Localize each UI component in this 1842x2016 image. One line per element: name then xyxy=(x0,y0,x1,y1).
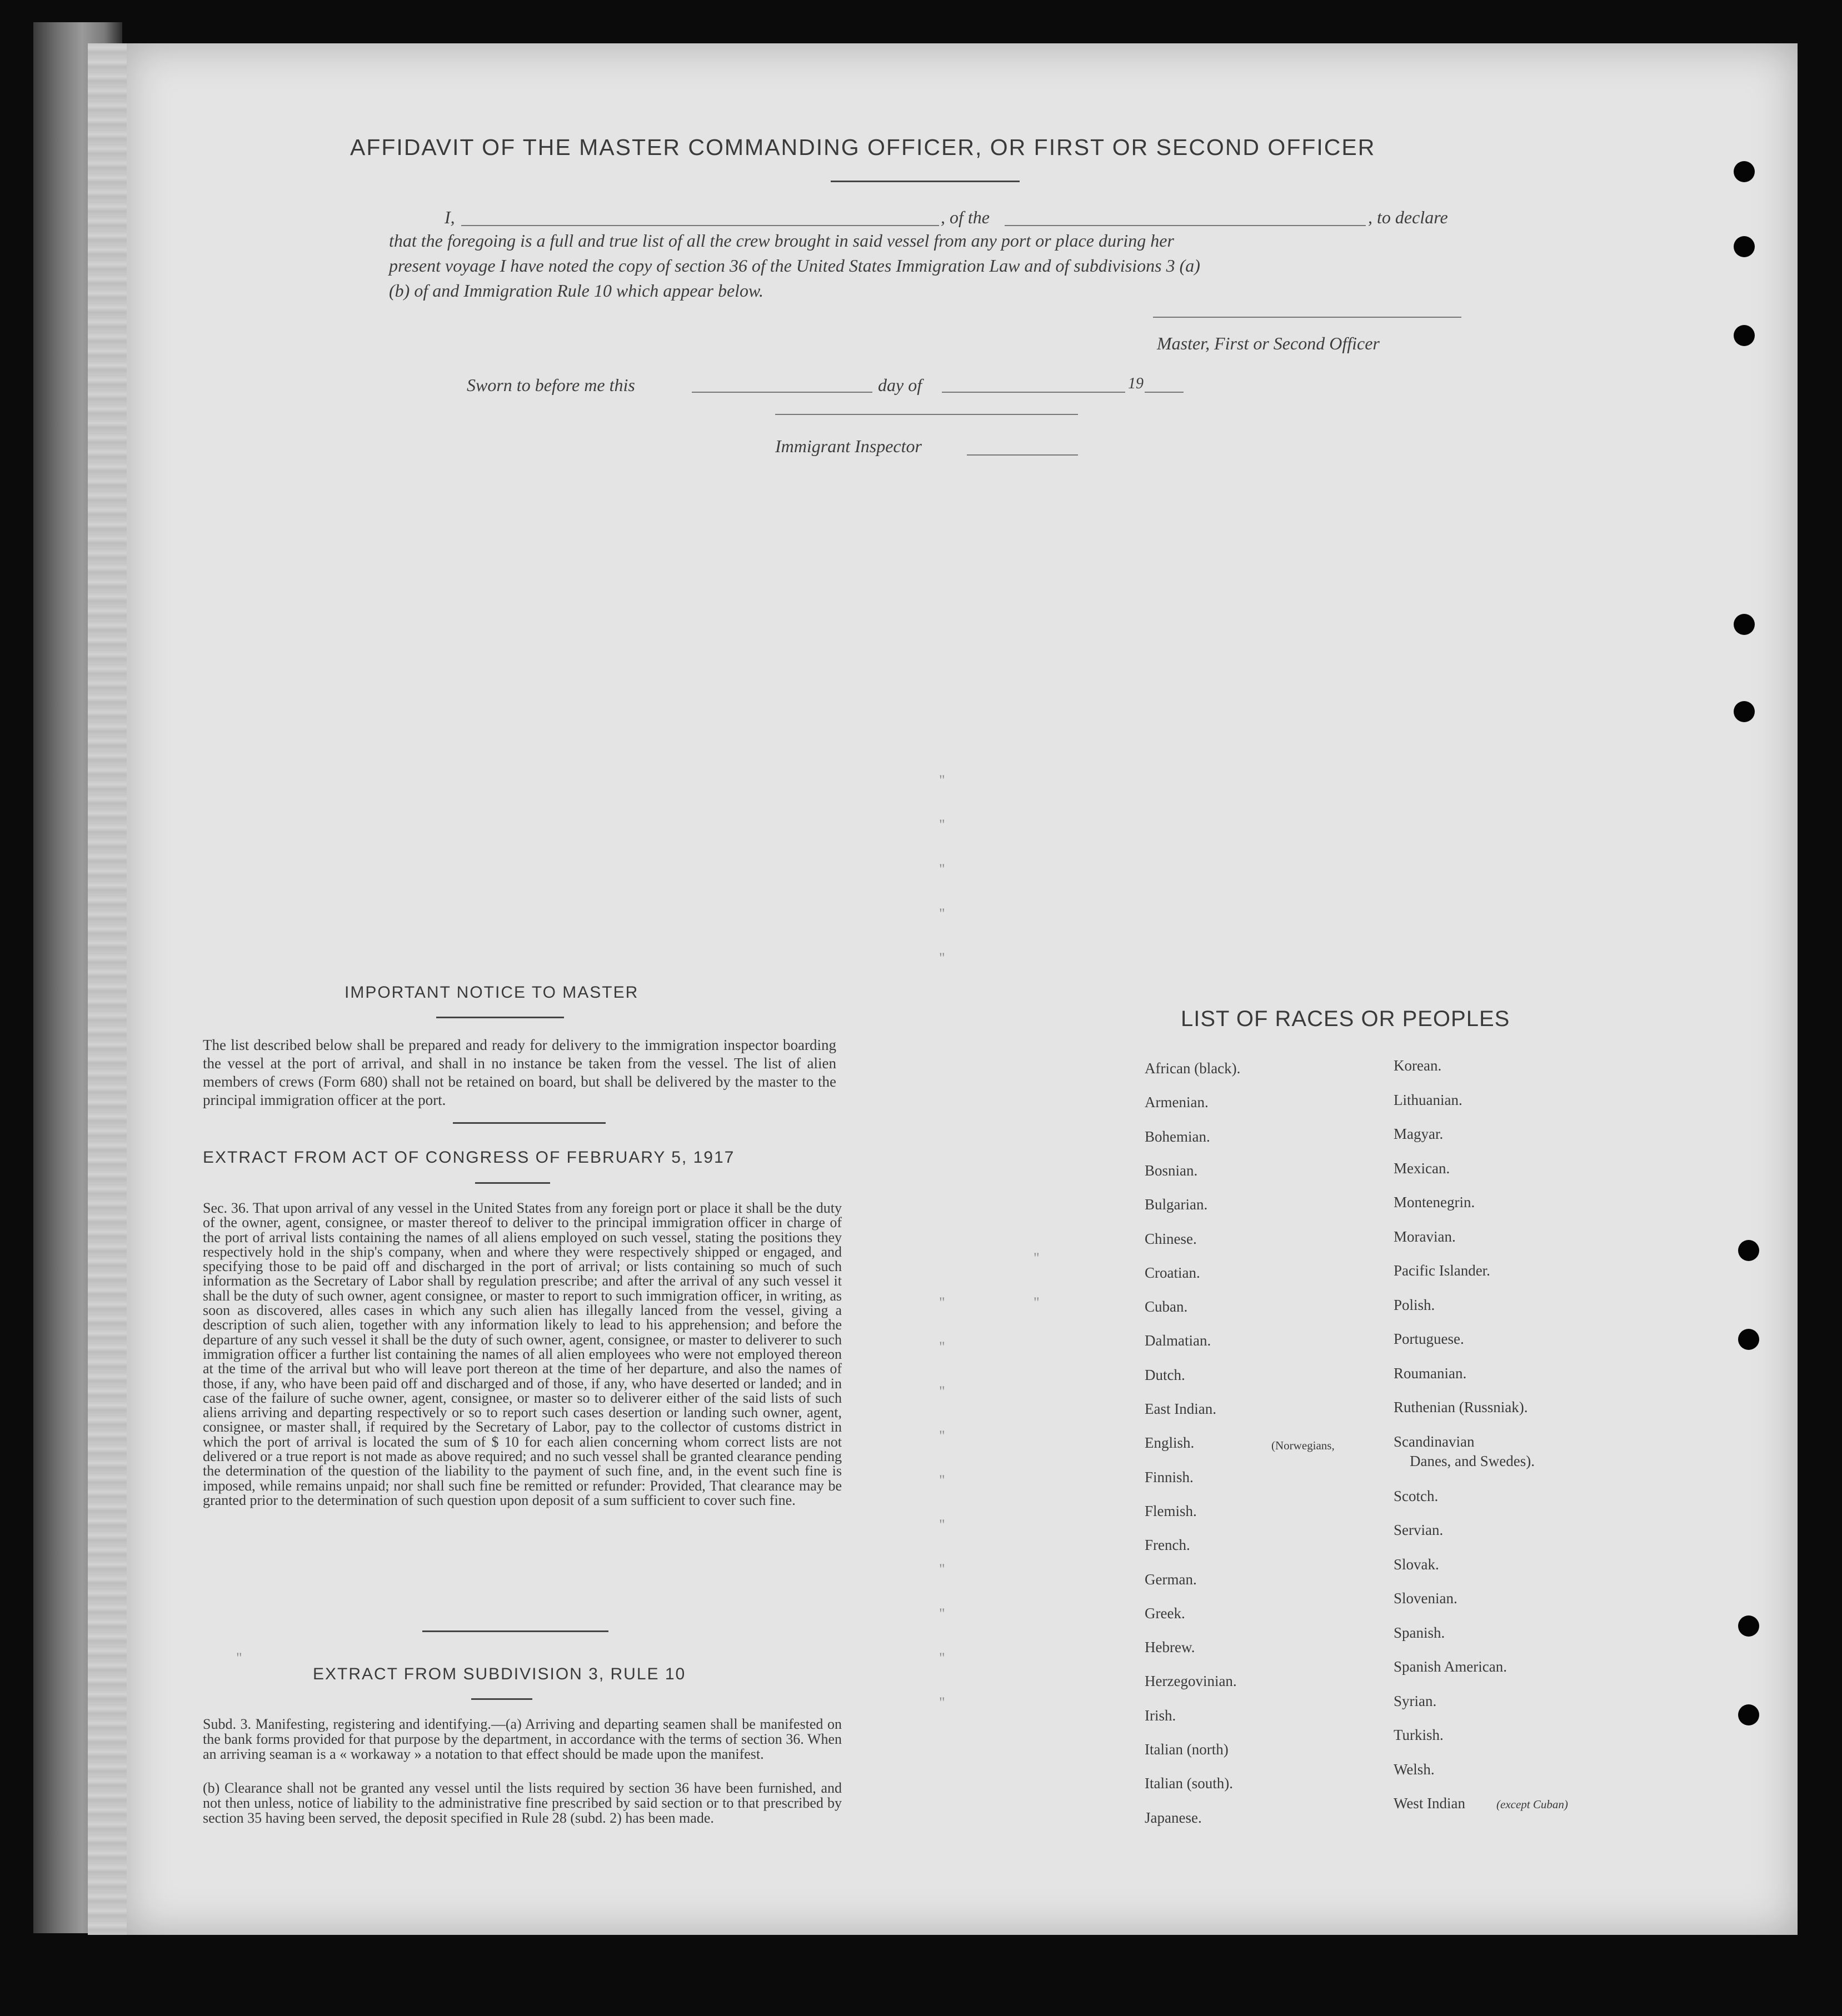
notice-title: IMPORTANT NOTICE TO MASTER xyxy=(345,983,639,1002)
race-item: Pacific Islander. xyxy=(1394,1262,1490,1279)
race-item: Croatian. xyxy=(1145,1264,1200,1281)
race-item: Korean. xyxy=(1394,1057,1442,1074)
race-item: Montenegrin. xyxy=(1394,1194,1475,1210)
affidavit-line-3: present voyage I have noted the copy of section 36 of the United States Immigration Law and of subdivisions 3 (a) xyxy=(389,256,1200,276)
affidavit-line-2: that the foregoing is a full and true list of all the crew brought in said vessel from any port or place during her xyxy=(389,231,1174,251)
race-item: Finnish. xyxy=(1145,1468,1194,1485)
ditto-mark: " xyxy=(939,1428,945,1444)
race-item: Roumanian. xyxy=(1394,1364,1467,1382)
race-item: Bulgarian. xyxy=(1145,1196,1208,1213)
ditto-mark: " xyxy=(939,861,945,877)
sworn-month-blank[interactable] xyxy=(942,392,1125,393)
ditto-mark: " xyxy=(939,950,945,966)
vessel-blank-line[interactable] xyxy=(1005,225,1366,226)
race-item: Greek. xyxy=(1145,1604,1185,1622)
race-item: Moravian. xyxy=(1394,1228,1456,1245)
race-item: French. xyxy=(1145,1537,1190,1554)
punch-hole xyxy=(1734,325,1755,346)
races-title: LIST OF RACES OR PEOPLES xyxy=(1181,1007,1510,1031)
punch-hole xyxy=(1734,161,1755,182)
punch-hole xyxy=(1734,614,1755,635)
race-item: Slovenian. xyxy=(1394,1590,1457,1607)
name-blank-line[interactable] xyxy=(461,225,939,226)
ditto-mark: " xyxy=(939,817,945,833)
punch-hole xyxy=(1738,1240,1759,1261)
affidavit-declare-label: , to declare xyxy=(1368,207,1448,227)
sworn-year-blank[interactable] xyxy=(1145,392,1184,393)
year-label: 19 xyxy=(1128,375,1144,392)
ditto-mark: " xyxy=(939,906,945,922)
ditto-mark: " xyxy=(939,1383,945,1399)
race-item: African (black). xyxy=(1145,1060,1241,1077)
race-item: Flemish. xyxy=(1145,1502,1197,1519)
punch-hole xyxy=(1734,236,1755,257)
ditto-mark: " xyxy=(939,1517,945,1533)
act-extract-body: Sec. 36. That upon arrival of any vessel in the United States from any foreign port or place it shall be the duty of the owner, agent, consignee, or master thereof to deliver to the principal immigration officer in charge of the port of arrival lists containing the names of all aliens employed on such vessel, stating the positions they respectively hold in the ship's company, when and where they were respectively shipped or engaged, and specifying those to be paid off and discharged in the port of arrival; or lists containing so much of such information as the Secretary of Labor shall by regulation prescribe; and after the arrival of any such vessel it shall be the duty of such owner, agent consignee, or master to report to such immigration officer, in writing, as soon as discovered, alles cases in which any such alien has illegally lanced from the vessel, giving a description of such alien, together with any information likely to lead to his apprehension; and before the departure of any such vessel it shall be the duty of such owner, agent, consignee, or master to deliverer to such immigration officer a further list containing the names of all alien employees who were not employed thereon at the time of the arrival but who will leave port thereon at the time of her departure, and also the names of those, if any, who have been paid off and discharged and of those, if any, who have deserted or landed; and in case of the failure of suche owner, agent, consignee, or master so to deliverer either of the said lists of such aliens arriving and departing respectively or so to report such cases desertion or landing such owner, agent, consignee, or master shall, if required by the Secretary of Labor, pay to the collector of customs district in which the port of arrival is located the sum of $ 10 for each alien concerning whom correct lists are not delivered or a true report is not made as above required; and no such vessel shall be granted clearance pending the determination of the question of the liability to the payment of such fine, and, in the event such fine is imposed, while remains unpaid; nor shall such fine be remitted or refunder: Provided, That clearance may be granted prior to the determination of such question upon deposit of a sum sufficient to cover such fine. xyxy=(203,1200,842,1508)
race-item: German. xyxy=(1145,1570,1197,1588)
ditto-mark: " xyxy=(236,1650,242,1666)
race-item: Irish. xyxy=(1145,1707,1176,1724)
signature-label: Master, First or Second Officer xyxy=(1157,333,1380,353)
scandinavian-note-2: Danes, and Swedes). xyxy=(1410,1453,1535,1469)
sworn-label: Sworn to before me this xyxy=(467,375,635,395)
race-item: Bosnian. xyxy=(1145,1162,1198,1179)
race-item: Portuguese. xyxy=(1394,1330,1464,1347)
race-item: Scotch. xyxy=(1394,1487,1439,1504)
punch-hole xyxy=(1738,1329,1759,1350)
signature-line[interactable] xyxy=(1153,317,1461,318)
act-title-rule xyxy=(475,1182,550,1184)
race-item: Hebrew. xyxy=(1145,1639,1195,1656)
ditto-mark: " xyxy=(939,1472,945,1488)
notice-body: The list described below shall be prepared and ready for delivery to the immigration inspector boarding the vessel at the port of arrival, and shall in no instance be taken from the vessel. The list of alien members of crews (Form 680) shall not be retained on board, but shall be delivered by the master to the principal immigration officer at the port. xyxy=(203,1037,836,1108)
inspector-label: Immigrant Inspector xyxy=(775,436,922,456)
rule-extract-body-b: (b) Clearance shall not be granted any vessel until the lists required by section 36 have been furnished, and not then unless, notice of liability to the administrative fine prescribed by said section or to that prescribed by section 35 having been served, the deposit specified in Rule 28 (subd. 2) has been made. xyxy=(203,1780,842,1826)
torn-page-edge xyxy=(88,43,127,1935)
race-item: Italian (north) xyxy=(1145,1741,1229,1758)
notice-end-rule xyxy=(453,1122,606,1124)
ditto-mark: " xyxy=(1034,1250,1040,1266)
punch-hole xyxy=(1738,1615,1759,1637)
ditto-mark: " xyxy=(939,1339,945,1355)
race-item: Spanish. xyxy=(1394,1624,1445,1641)
ditto-mark: " xyxy=(939,772,945,788)
ditto-mark: " xyxy=(1034,1294,1040,1310)
sworn-day-blank[interactable] xyxy=(692,392,872,393)
race-item: Servian. xyxy=(1394,1522,1444,1538)
affidavit-i-label: I, xyxy=(445,207,455,227)
race-item: Magyar. xyxy=(1394,1125,1444,1142)
race-item: Bohemian. xyxy=(1145,1128,1210,1145)
race-item: Syrian. xyxy=(1394,1692,1437,1709)
punch-hole xyxy=(1734,701,1755,722)
race-item: Spanish American. xyxy=(1394,1658,1507,1675)
notice-title-rule xyxy=(436,1017,564,1018)
ditto-mark: " xyxy=(939,1294,945,1310)
race-item: Slovak. xyxy=(1394,1555,1439,1573)
affidavit-title-rule xyxy=(831,181,1020,182)
race-item: Cuban. xyxy=(1145,1298,1188,1315)
inspector-underline xyxy=(967,454,1078,456)
race-item: English. xyxy=(1145,1434,1195,1452)
race-item: Lithuanian. xyxy=(1394,1091,1462,1108)
race-item: Herzegovinian. xyxy=(1145,1673,1237,1690)
punch-hole xyxy=(1738,1704,1759,1725)
inspector-signature-line[interactable] xyxy=(775,414,1078,415)
affidavit-line-4: (b) of and Immigration Rule 10 which appear below. xyxy=(389,281,763,301)
rule-title-rule xyxy=(471,1698,532,1700)
scandinavian-note: (Norwegians, xyxy=(1271,1439,1335,1452)
ditto-mark: " xyxy=(939,1605,945,1622)
west-indian-note: (except Cuban) xyxy=(1496,1798,1568,1811)
rule-extract-title: EXTRACT FROM SUBDIVISION 3, RULE 10 xyxy=(313,1665,686,1683)
act-end-rule xyxy=(422,1630,608,1632)
race-item: Armenian. xyxy=(1145,1094,1209,1111)
race-item: Japanese. xyxy=(1145,1809,1202,1826)
race-item: West Indian xyxy=(1394,1795,1466,1812)
race-item: Ruthenian (Russniak). xyxy=(1394,1399,1528,1415)
race-item: Polish. xyxy=(1394,1296,1435,1313)
race-item: Italian (south). xyxy=(1145,1775,1233,1792)
rule-extract-body-a: Subd. 3. Manifesting, registering and identifying.—(a) Arriving and departing seamen shall be manifested on the bank forms provided for that purpose by the department, in accordance with the terms of section 36. When an arriving seaman is a « workaway » a notation to that effect should be made upon the manifest. xyxy=(203,1716,842,1762)
affidavit-of-the-label: , of the xyxy=(941,207,990,227)
ditto-mark: " xyxy=(939,1650,945,1666)
day-of-label: day of xyxy=(878,375,922,395)
affidavit-title: AFFIDAVIT OF THE MASTER COMMANDING OFFICER, OR FIRST OR SECOND OFFICER xyxy=(350,134,1376,160)
race-item: Turkish. xyxy=(1394,1727,1444,1743)
race-item: Dutch. xyxy=(1145,1366,1185,1383)
ditto-mark: " xyxy=(939,1694,945,1710)
race-item: Scandinavian xyxy=(1394,1433,1475,1450)
race-item: Dalmatian. xyxy=(1145,1332,1211,1349)
race-item: Welsh. xyxy=(1394,1760,1435,1778)
ditto-mark: " xyxy=(939,1561,945,1577)
race-item: Mexican. xyxy=(1394,1159,1450,1177)
act-extract-title: EXTRACT FROM ACT OF CONGRESS OF FEBRUARY 5, 1917 xyxy=(203,1148,735,1167)
race-item: East Indian. xyxy=(1145,1400,1216,1417)
race-item: Chinese. xyxy=(1145,1230,1197,1247)
